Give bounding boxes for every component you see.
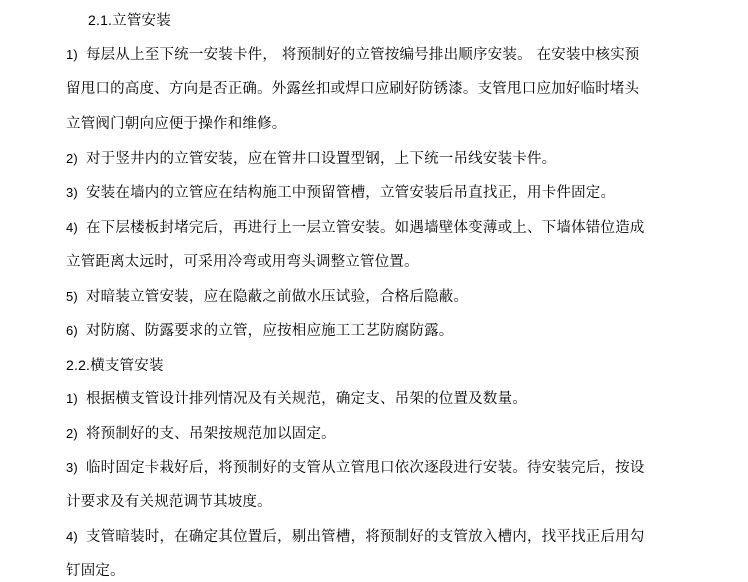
section-heading-number: 2.1. <box>88 12 113 28</box>
list-item-text: 每层从上至下统一安装卡件， 将预制好的立管按编号排出顺序安装。 在安装中核实预 <box>85 47 640 63</box>
list-item-line <box>66 218 645 238</box>
list-item-text: 支管暗装时，在确定其位置后，剔出管槽，将预制好的支管放入槽内，找平找正后用勾 <box>85 529 645 545</box>
list-item-line <box>66 458 645 478</box>
list-item-text: 将预制好的支、吊架按规范加以固定。 <box>85 426 336 442</box>
list-item-text: 立管距离太远时，可采用冷弯或用弯头调整立管位置。 <box>66 254 419 270</box>
list-item-text: 根据横支管设计排列情况及有关规范，确定支、吊架的位置及数量。 <box>85 391 527 407</box>
list-item-number: 6) <box>66 323 78 338</box>
list-item-line <box>66 561 125 581</box>
list-item-line <box>66 527 645 547</box>
list-item-number: 2) <box>66 151 78 166</box>
list-item-text: 对暗装立管安装，应在隐蔽之前做水压试验，合格后隐蔽。 <box>85 289 469 305</box>
list-item-text: 对防腐、防露要求的立管，应按相应施工工艺防腐防露。 <box>85 323 454 339</box>
section-heading-number: 2.2. <box>66 357 91 373</box>
list-item-text: 留甩口的高度、方向是否正确。外露丝扣或焊口应刷好防锈漆。支管甩口应加好临时堵头 <box>66 81 640 97</box>
list-item-line <box>66 424 336 444</box>
list-item-number: 4) <box>66 220 78 235</box>
list-item-line <box>66 45 639 65</box>
section-heading-text: 立管安装 <box>112 13 171 29</box>
list-item-number: 1) <box>66 391 78 406</box>
list-item-line <box>66 321 453 341</box>
list-item-line <box>66 389 527 409</box>
list-item-number: 2) <box>66 426 78 441</box>
list-item-line <box>66 79 639 99</box>
list-item-text: 临时固定卡栽好后，将预制好的支管从立管甩口依次逐段进行安装。待安装完后，按设 <box>85 460 645 476</box>
list-item-line <box>66 114 287 134</box>
list-item-line <box>66 183 615 203</box>
list-item-text: 在下层楼板封堵完后，再进行上一层立管安装。如遇墙壁体变薄或上、下墙体错位造成 <box>85 220 645 236</box>
list-item-line <box>66 492 272 512</box>
list-item-text: 安装在墙内的立管应在结构施工中预留管槽，立管安装后吊直找正，用卡件固定。 <box>85 185 616 201</box>
list-item-text: 立管阀门朝向应便于操作和维修。 <box>66 116 287 132</box>
list-item-text: 计要求及有关规范调节其坡度。 <box>66 494 272 510</box>
list-item-number: 1) <box>66 47 78 62</box>
list-item-line <box>66 252 419 272</box>
section-heading-2-1 <box>88 10 171 31</box>
list-item-number: 4) <box>66 529 78 544</box>
list-item-line <box>66 287 468 307</box>
section-heading-2-2 <box>66 355 164 376</box>
list-item-text: 对于竖井内的立管安装，应在管井口设置型钢，上下统一吊线安装卡件。 <box>85 151 557 167</box>
section-heading-text: 横支管安装 <box>90 358 164 374</box>
list-item-text: 钉固定。 <box>66 563 125 579</box>
list-item-number: 3) <box>66 460 78 475</box>
list-item-number: 5) <box>66 289 78 304</box>
list-item-line <box>66 149 556 169</box>
list-item-number: 3) <box>66 185 78 200</box>
